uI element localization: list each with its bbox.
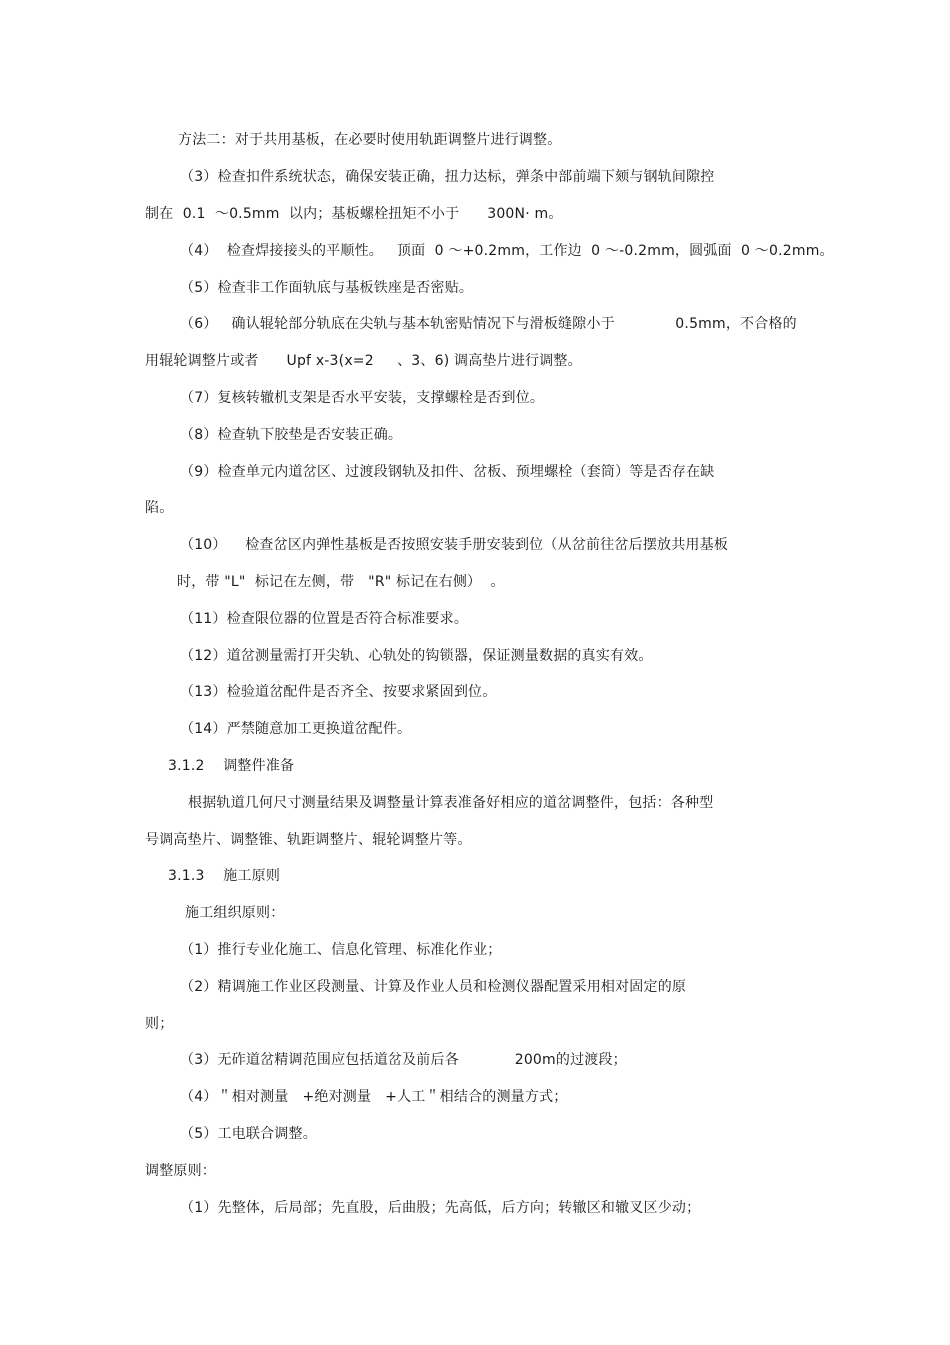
text-line: 制在 0.1 ～0.5mm 以内；基板螺栓扭矩不小于 300N· m。 bbox=[145, 206, 563, 222]
text-line: 调整原则： bbox=[145, 1163, 216, 1179]
text-line: （3）无砟道岔精调范围应包括道岔及前后各 200m的过渡段； bbox=[180, 1052, 627, 1068]
text-line: （9）检查单元内道岔区、过渡段钢轨及扣件、岔板、预埋螺栓（套筒）等是否存在缺 bbox=[180, 464, 715, 480]
text-line: （1）推行专业化施工、信息化管理、标准化作业； bbox=[180, 942, 502, 958]
section-heading: 3.1.3 施工原则 bbox=[168, 868, 281, 884]
text-line: 根据轨道几何尺寸测量结果及调整量计算表准备好相应的道岔调整件，包括：各种型 bbox=[188, 795, 714, 811]
text-line: （4）＂相对测量 +绝对测量 +人工＂相结合的测量方式； bbox=[180, 1089, 568, 1105]
text-line: （14）严禁随意加工更换道岔配件。 bbox=[180, 721, 412, 737]
text-line: （6） 确认辊轮部分轨底在尖轨与基本轨密贴情况下与滑板缝隙小于 0.5mm，不合格的 bbox=[180, 316, 797, 332]
text-line: （1）先整体，后局部；先直股，后曲股；先高低，后方向；转辙区和辙叉区少动； bbox=[180, 1200, 701, 1216]
text-line: （12）道岔测量需打开尖轨、心轨处的钩锁器，保证测量数据的真实有效。 bbox=[180, 648, 653, 664]
text-line: （7）复核转辙机支架是否水平安装，支撑螺栓是否到位。 bbox=[180, 390, 545, 406]
text-line: （11）检查限位器的位置是否符合标准要求。 bbox=[180, 611, 469, 627]
text-line: （5）工电联合调整。 bbox=[180, 1126, 317, 1142]
text-line: （4） 检查焊接接头的平顺性。 顶面 0 ～+0.2mm，工作边 0 ～-0.2mm，圆弧面 0 ～0.2mm。 bbox=[180, 243, 834, 259]
text-line: 陷。 bbox=[145, 500, 174, 516]
text-line: 时，带 "L" 标记在左侧，带 "R" 标记在右侧） 。 bbox=[177, 574, 505, 590]
text-line: 号调高垫片、调整锥、轨距调整片、辊轮调整片等。 bbox=[145, 832, 472, 848]
text-line: （13）检验道岔配件是否齐全、按要求紧固到位。 bbox=[180, 684, 497, 700]
text-line: 用辊轮调整片或者 Upf x-3(x=2 、3、6) 调高垫片进行调整。 bbox=[145, 353, 582, 369]
text-line: （5）检查非工作面轨底与基板铁座是否密贴。 bbox=[180, 280, 474, 296]
text-line: 则； bbox=[145, 1016, 174, 1032]
text-line: 施工组织原则： bbox=[185, 905, 285, 921]
text-line: 方法二：对于共用基板，在必要时使用轨距调整片进行调整。 bbox=[178, 132, 562, 148]
text-line: （10） 检查岔区内弹性基板是否按照安装手册安装到位（从岔前往岔后摆放共用基板 bbox=[180, 537, 729, 553]
section-heading: 3.1.2 调整件准备 bbox=[168, 758, 295, 774]
text-line: （2）精调施工作业区段测量、计算及作业人员和检测仪器配置采用相对固定的原 bbox=[180, 979, 687, 995]
text-line: （8）检查轨下胶垫是否安装正确。 bbox=[180, 427, 403, 443]
text-line: （3）检查扣件系统状态，确保安装正确，扭力达标，弹条中部前端下颏与钢轨间隙控 bbox=[180, 169, 715, 185]
